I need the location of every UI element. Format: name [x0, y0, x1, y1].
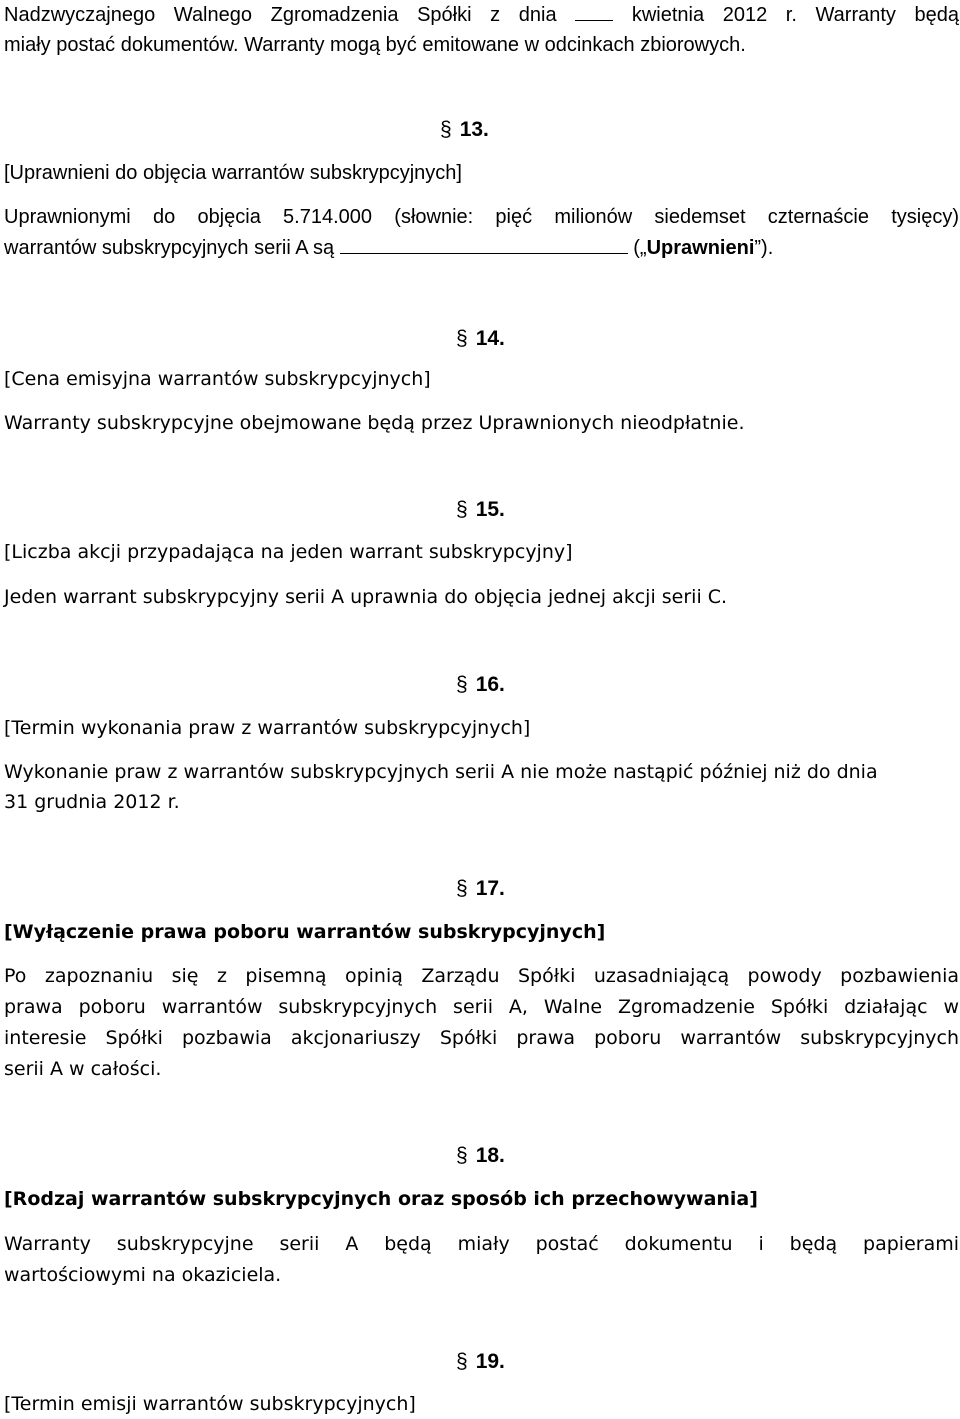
section-16-line-1: Wykonanie praw z warrantów subskrypcyjnych serii A nie może nastąpić później niż do dnia — [4, 761, 878, 783]
intro-text-before-blank: Nadzwyczajnego Walnego Zgromadzenia Spółki z dnia — [4, 4, 557, 26]
date-blank — [575, 2, 613, 21]
section-19-number: § 19. — [456, 1350, 505, 1373]
section-17-number: § 17. — [456, 877, 505, 900]
section-14-number: § 14. — [456, 327, 505, 350]
section-18-line-1: Warranty subskrypcyjne serii A będą miały postać dokumentu i będą papierami — [4, 1233, 959, 1255]
section-16-heading: [Termin wykonania praw z warrantów subskrypcyjnych] — [4, 717, 531, 739]
section-17-line-2: prawa poboru warrantów subskrypcyjnych serii A, Walne Zgromadzenie Spółki działając w — [4, 996, 959, 1018]
defined-term-uprawnieni: Uprawnieni — [646, 237, 755, 259]
section-15-text: Jeden warrant subskrypcyjny serii A uprawnia do objęcia jednej akcji serii C. — [4, 586, 728, 608]
intro-text-after-blank: kwietnia 2012 r. Warranty będą — [631, 4, 960, 26]
section-sign: § — [456, 877, 468, 900]
section-14-text: Warranty subskrypcyjne obejmowane będą przez Uprawnionych nieodpłatnie. — [4, 412, 745, 434]
section-13-line-1: Uprawnionymi do objęcia 5.714.000 (słownie: pięć milionów siedemset czternaście tysięcy) — [4, 206, 959, 228]
section-18-line-2: wartościowymi na okaziciela. — [4, 1264, 282, 1286]
section-13-number: § 13. — [440, 118, 489, 141]
section-sign: § — [456, 1350, 468, 1373]
intro-line-1 — [4, 0, 959, 30]
section-17-line-3: interesie Spółki pozbawia akcjonariuszy Spółki prawa poboru warrantów subskrypcyjnych — [4, 1027, 959, 1049]
section-16-number: § 16. — [456, 673, 505, 696]
section-sign: § — [440, 118, 452, 141]
section-19-heading: [Termin emisji warrantów subskrypcyjnych] — [4, 1393, 416, 1415]
section-14-heading: [Cena emisyjna warrantów subskrypcyjnych] — [4, 368, 431, 390]
section-17-heading: [Wyłączenie prawa poboru warrantów subskrypcyjnych] — [4, 921, 606, 943]
entity-blank — [340, 235, 628, 254]
section-sign: § — [456, 327, 468, 350]
section-13-heading: [Uprawnieni do objęcia warrantów subskrypcyjnych] — [4, 162, 462, 184]
section-17-line-1: Po zapoznaniu się z pisemną opinią Zarządu Spółki uzasadniającą powody pozbawienia — [4, 965, 959, 987]
section-16-line-2: 31 grudnia 2012 r. — [4, 791, 180, 813]
section-15-number: § 15. — [456, 498, 505, 521]
intro-line-2: miały postać dokumentów. Warranty mogą być emitowane w odcinkach zbiorowych. — [4, 34, 746, 56]
section-15-heading: [Liczba akcji przypadająca na jeden warrant subskrypcyjny] — [4, 541, 573, 563]
section-18-heading: [Rodzaj warrantów subskrypcyjnych oraz sposób ich przechowywania] — [4, 1188, 758, 1210]
section-13-line-2-text: warrantów subskrypcyjnych serii A są — [4, 237, 335, 259]
section-18-number: § 18. — [456, 1144, 505, 1167]
section-sign: § — [456, 498, 468, 521]
section-13-line-2: warrantów subskrypcyjnych serii A są („Uprawnieni”). — [4, 237, 774, 259]
section-sign: § — [456, 673, 468, 696]
section-sign: § — [456, 1144, 468, 1167]
section-17-line-4: serii A w całości. — [4, 1058, 162, 1080]
